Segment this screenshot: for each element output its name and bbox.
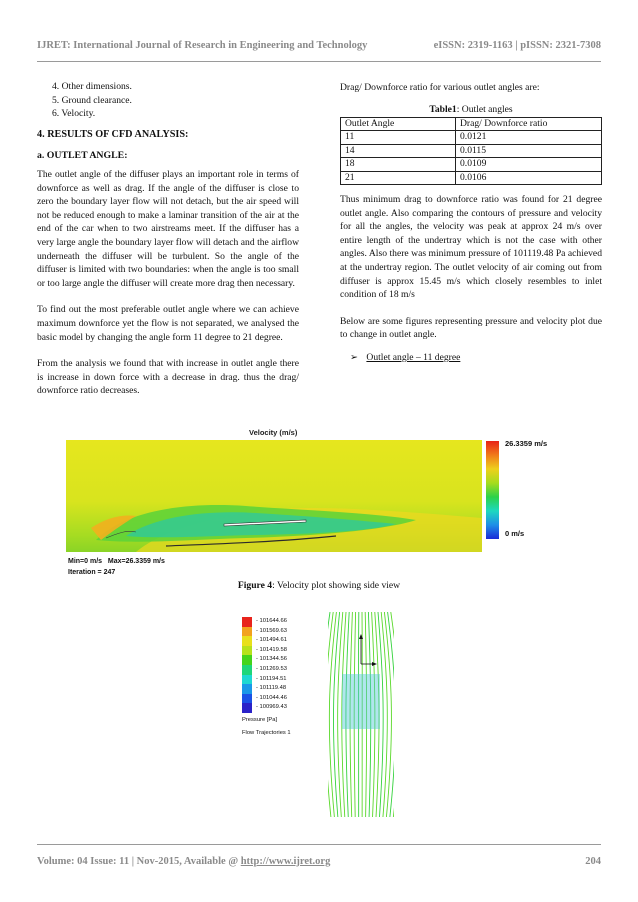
bullet-text: Outlet angle – 11 degree <box>366 352 461 363</box>
table-cell: 0.0109 <box>456 158 602 171</box>
volume-info <box>37 856 330 867</box>
table-caption-text: : Outlet angles <box>456 104 513 115</box>
legend-value: - 101494.61 <box>256 637 287 644</box>
table-caption <box>340 104 602 115</box>
table-header-row <box>341 118 602 131</box>
legend-swatch <box>242 694 252 704</box>
paragraph: Thus minimum drag to downforce ratio was found for 21 degree outlet angle. Also comparing the contours of pressure and velocity for all the angles, the velocity was peak at approx 24 m/s over entire length of the undertray which is not the case with other angles. Also there was minimum pressure of 101119.48 Pa achieved at the undertray region. The outlet velocity of air coming out from diffuser is approx 15.45 m/s which closely resembles to inlet condition of 18 m/s <box>340 194 602 301</box>
paragraph: To find out the most preferable outlet angle where we can achieve maximum downforce yet the flow is not separated, we analysed the basic model by changing the angle form 11 degree to 21 degree. <box>37 304 299 343</box>
legend-value: - 101419.58 <box>256 646 287 653</box>
paragraph: From the analysis we found that with increase in outlet angle there is increase in down force with a decrease in drag. thus the drag/ downforce ratio decreases. <box>37 358 299 397</box>
legend-swatch <box>242 646 252 656</box>
table-row <box>341 171 602 184</box>
issn: eISSN: 2319-1163 | pISSN: 2321-7308 <box>433 40 601 51</box>
velocity-plot-title: Velocity (m/s) <box>249 428 298 437</box>
table-row <box>341 144 602 157</box>
list-item: 6. Velocity. <box>52 108 96 120</box>
legend-value: - 101269.53 <box>256 666 287 672</box>
table-row <box>341 158 602 171</box>
running-header <box>37 40 601 51</box>
table-cell: 11 <box>341 131 456 144</box>
legend-value: - 101119.48 <box>256 685 287 692</box>
table-label: Table1 <box>429 104 457 115</box>
table-row <box>341 131 602 144</box>
column-header: Drag/ Downforce ratio <box>456 118 602 131</box>
legend-swatch <box>242 703 252 713</box>
legend-value: - 100969.43 <box>256 704 287 711</box>
table-cell: 0.0121 <box>456 131 602 144</box>
left-column-text <box>37 168 299 398</box>
page-number: 204 <box>585 856 601 867</box>
legend-swatch <box>242 665 252 675</box>
figure-caption-text: : Velocity plot showing side view <box>272 580 401 591</box>
legend-value: - 101644.66 <box>256 618 287 624</box>
legend-swatch <box>242 655 252 665</box>
journal-link[interactable]: http://www.ijret.org <box>240 856 331 867</box>
table-intro: Drag/ Downforce ratio for various outlet angles are: <box>340 82 540 93</box>
velocity-contour-plot <box>66 440 482 552</box>
flow-trajectory-plot <box>328 612 394 817</box>
figure-label: Figure 4 <box>237 580 273 591</box>
footer-rule <box>37 844 601 845</box>
min-max-stats: Min=0 m/s Max=26.3359 m/s <box>68 558 165 565</box>
table-cell: 14 <box>341 144 456 157</box>
legend-swatch <box>242 636 252 646</box>
pressure-unit-label: Pressure [Pa] <box>242 717 278 723</box>
list-item: 5. Ground clearance. <box>52 94 132 106</box>
paragraph: The outlet angle of the diffuser plays an important role in terms of downforce as well as drag. If the angle of the diffuser is close to zero the boundary layer flow will not detach, but the air speed will not be reduced enough to make a laminar transition of the air at the end of the car when to two airstreams meet. If the diffuser has a very large angle the boundary layer flow will detach and the airflow underneath the diffuser will be turbulent. So the angle of the diffuser is limited with two boundaries: when the angle is too small or too large angle the diffuser will create more drag then necessary. <box>37 169 299 289</box>
table-cell: 21 <box>341 171 456 184</box>
legend-swatch <box>242 627 252 637</box>
flow-trajectories-label: Flow Trajectories 1 <box>242 730 291 736</box>
table-cell: 0.0115 <box>456 144 602 157</box>
velocity-color-legend <box>486 441 499 539</box>
iteration-count: Iteration = 247 <box>68 569 116 576</box>
journal-name: IJRET: International Journal of Research in Engineering and Technology <box>37 40 368 51</box>
column-header: Outlet Angle <box>341 118 456 131</box>
low-pressure-region <box>342 674 380 729</box>
legend-max-label: 26.3359 m/s <box>505 439 548 448</box>
bullet-item <box>350 352 460 363</box>
table-cell: 0.0106 <box>456 171 602 184</box>
legend-min-label: 0 m/s <box>505 529 525 538</box>
list-item: 4. Other dimensions. <box>52 81 132 92</box>
arrow-bullet-icon: ➢ <box>350 352 359 363</box>
legend-swatch <box>242 684 252 694</box>
volume-text: Volume: 04 Issue: 11 | Nov-2015, Available @ <box>37 856 241 867</box>
figure-4-caption <box>37 580 601 591</box>
legend-swatch <box>242 675 252 685</box>
table-cell: 18 <box>341 158 456 171</box>
legend-value: - 101044.46 <box>256 694 287 701</box>
legend-value: - 101344.56 <box>256 656 287 663</box>
legend-value: - 101569.63 <box>256 627 287 634</box>
right-column-text <box>340 193 602 342</box>
dimension-list <box>52 80 132 121</box>
paragraph: Below are some figures representing pressure and velocity plot due to change in outlet angle. <box>340 315 602 341</box>
subsection-heading: a. OUTLET ANGLE: <box>37 150 128 161</box>
legend-value: - 101194.51 <box>256 675 287 682</box>
running-footer <box>37 856 601 867</box>
outlet-angle-table <box>340 117 602 185</box>
section-heading: 4. RESULTS OF CFD ANALYSIS: <box>37 129 189 140</box>
header-rule <box>37 61 601 62</box>
legend-swatch <box>242 617 252 627</box>
